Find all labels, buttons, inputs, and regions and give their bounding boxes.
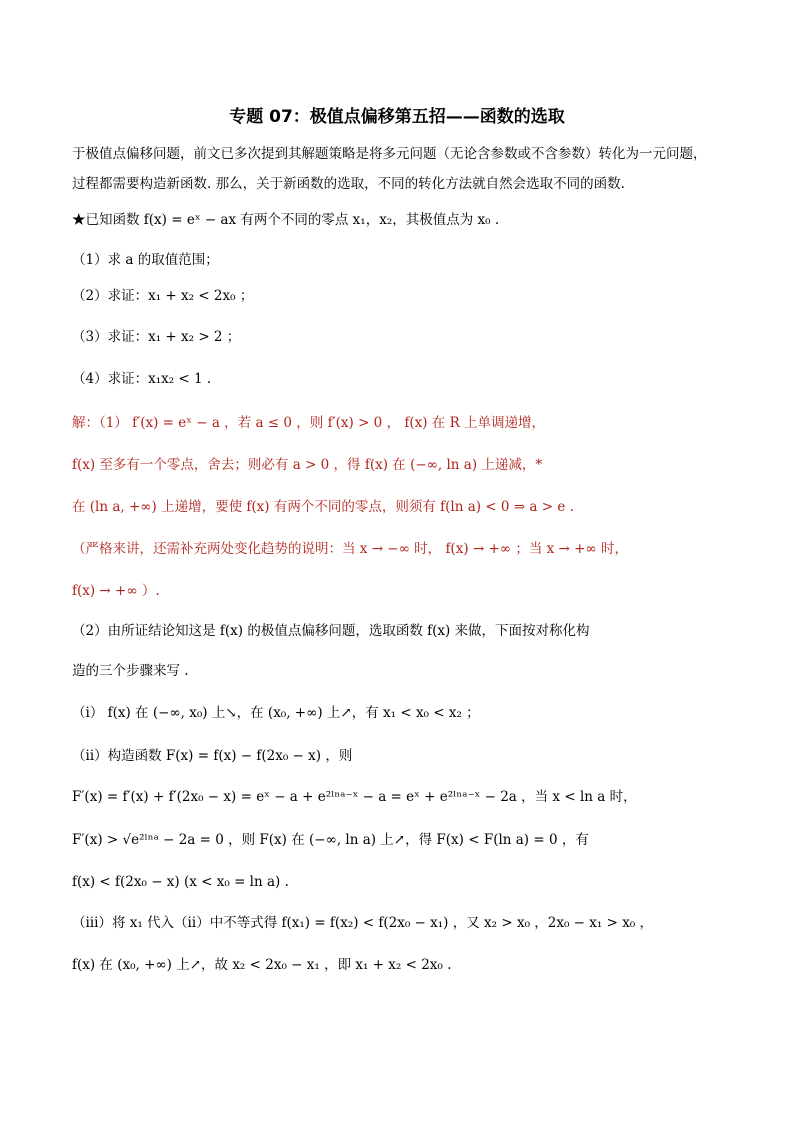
conclusion-ii: f(x) < f(2x₀ − x) (x < x₀ = ln a) . <box>72 874 289 890</box>
solution-line-5: f(x) → +∞ ）. <box>72 583 160 599</box>
question-1: （1）求 a 的取值范围； <box>72 252 219 268</box>
part2-line-2: 造的三个步骤来写 . <box>72 663 189 679</box>
solution-line-1: 解：（1） f′(x) = eˣ − a ，若 a ≤ 0 ，则 f′(x) > 0 ， f(x) 在 R 上单调递增， <box>72 415 546 431</box>
derivative-line: F′(x) = f′(x) + f′(2x₀ − x) = eˣ − a + e²ˡⁿᵃ⁻ˣ − a = eˣ + e²ˡⁿᵃ⁻ˣ − 2a ，当 x < ln a 时， <box>72 789 637 805</box>
step-iii: （ⅲ）将 x₁ 代入（ⅱ）中不等式得 f(x₁) = f(x₂) < f(2x₀ − x₁) ，又 x₂ > x₀ ，2x₀ − x₁ > x₀ ， <box>72 915 654 931</box>
intro-line-1: 于极值点偏移问题，前文已多次提到其解题策略是将多元问题（无论含参数或不含参数）转化为一元问题， <box>72 146 707 162</box>
solution-line-3: 在 (ln a, +∞) 上递增，要使 f(x) 有两个不同的零点，则须有 f(ln a) < 0 ⇒ a > e . <box>72 499 574 515</box>
intro-line-2: 过程都需要构造新函数. 那么，关于新函数的选取，不同的转化方法就自然会选取不同的函数. <box>72 176 625 192</box>
step-ii: （ⅱ）构造函数 F(x) = f(x) − f(2x₀ − x) ，则 <box>72 748 353 764</box>
problem-statement: ★已知函数 f(x) = eˣ − ax 有两个不同的零点 x₁，x₂，其极值点为 x₀ . <box>72 212 500 228</box>
inequality-line: F′(x) > √e²ˡⁿᵃ − 2a = 0 ，则 F(x) 在 (−∞, ln a) 上↗，得 F(x) < F(ln a) = 0 ，有 <box>72 832 589 848</box>
final-conclusion: f(x) 在 (x₀, +∞) 上↗，故 x₂ < 2x₀ − x₁ ，即 x₁ + x₂ < 2x₀ . <box>72 957 452 973</box>
step-i: （ⅰ） f(x) 在 (−∞, x₀) 上↘，在 (x₀, +∞) 上↗，有 x₁ < x₀ < x₂ ； <box>72 705 480 721</box>
part2-line-1: （2）由所证结论知这是 f(x) 的极值点偏移问题，选取函数 f(x) 来做，下面按对称化构 <box>72 623 590 639</box>
solution-line-4: （严格来讲，还需补充两处变化趋势的说明：当 x → −∞ 时， f(x) → +∞ ；当 x → +∞ 时， <box>72 541 628 557</box>
question-3: （3）求证：x₁ + x₂ > 2 ； <box>72 329 241 345</box>
question-4: （4）求证：x₁x₂ < 1 . <box>72 371 212 387</box>
solution-line-2: f(x) 至多有一个零点，舍去；则必有 a > 0 ，得 f(x) 在 (−∞, ln a) 上递减，* <box>72 457 543 473</box>
page-title: 专题 07：极值点偏移第五招——函数的选取 <box>229 107 565 127</box>
question-2: （2）求证：x₁ + x₂ < 2x₀ ； <box>72 288 254 304</box>
